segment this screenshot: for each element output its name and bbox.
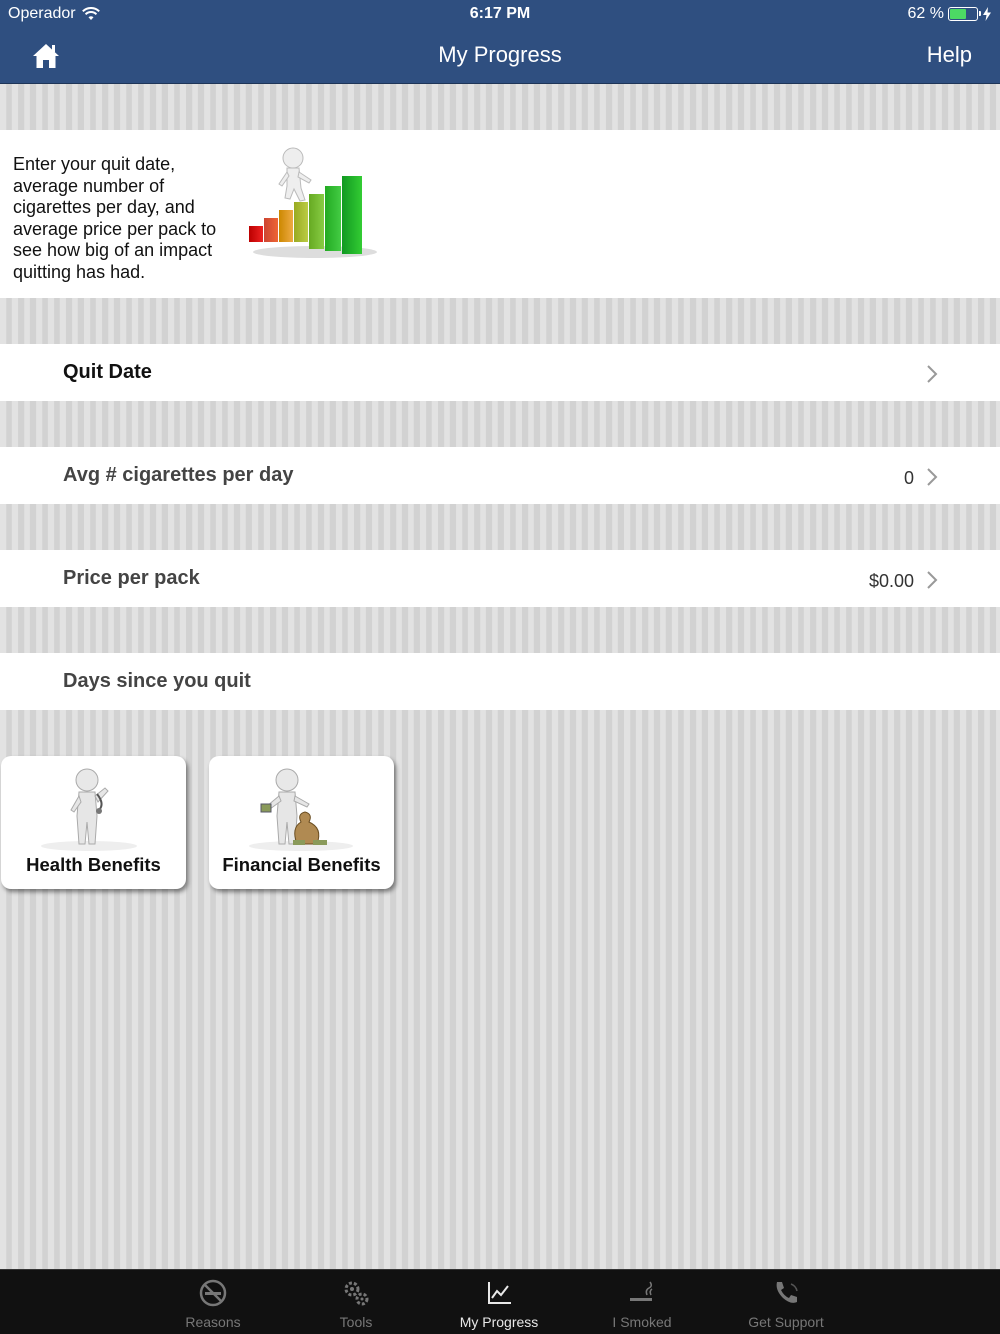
chart-icon <box>484 1278 514 1308</box>
financial-benefits-card[interactable] <box>209 756 394 889</box>
intro-text: Enter your quit date, average number of cigarettes per day, and average price per pack to see how big of an impact quitting has had. <box>13 154 217 282</box>
chevron-right-icon <box>926 364 938 384</box>
battery-info <box>908 5 992 23</box>
tab-tools-label: Tools <box>339 1314 373 1330</box>
battery-icon <box>948 7 978 21</box>
health-benefits-label: Health Benefits <box>26 854 161 875</box>
battery-percent: 62 % <box>907 5 944 22</box>
cigarette-icon <box>627 1278 657 1308</box>
cigarettes-per-day-label: Avg # cigarettes per day <box>63 464 294 486</box>
nav-bar <box>0 28 1000 84</box>
tab-tools[interactable] <box>286 1270 426 1334</box>
battery-fill <box>950 9 966 19</box>
tab-get-support-label: Get Support <box>748 1314 824 1330</box>
health-benefits-card[interactable] <box>1 756 186 889</box>
financial-benefits-label: Financial Benefits <box>222 854 381 875</box>
tab-bar <box>0 1269 1000 1334</box>
cigarettes-per-day-value: 0 <box>903 468 914 488</box>
tab-reasons-label: Reasons <box>185 1314 241 1330</box>
cigarettes-per-day-row[interactable] <box>0 447 1000 504</box>
help-button[interactable]: Help <box>926 42 972 67</box>
phone-icon <box>771 1278 801 1308</box>
tab-my-progress[interactable] <box>429 1270 569 1334</box>
quit-date-label: Quit Date <box>63 361 152 383</box>
chevron-right-icon <box>926 467 938 487</box>
tab-i-smoked[interactable] <box>572 1270 712 1334</box>
status-bar <box>0 0 1000 28</box>
price-per-pack-label: Price per pack <box>63 567 200 589</box>
tab-i-smoked-label: I Smoked <box>612 1314 672 1330</box>
days-since-quit-label: Days since you quit <box>63 670 251 692</box>
page-title: My Progress <box>438 42 562 67</box>
charging-icon <box>982 7 992 21</box>
progress-stairs-illustration <box>245 144 385 264</box>
price-per-pack-row[interactable] <box>0 550 1000 607</box>
chevron-right-icon <box>926 570 938 590</box>
money-figure-icon <box>209 766 394 852</box>
quit-date-row[interactable] <box>0 344 1000 401</box>
no-smoking-icon <box>198 1278 228 1308</box>
carrier-name: Operador <box>8 5 76 22</box>
tab-get-support[interactable] <box>716 1270 856 1334</box>
gears-icon <box>341 1278 371 1308</box>
tab-my-progress-label: My Progress <box>459 1314 539 1330</box>
price-per-pack-value: $0.00 <box>868 571 914 591</box>
health-figure-icon <box>1 766 186 852</box>
status-time: 6:17 PM <box>469 5 531 22</box>
days-since-quit-row <box>0 653 1000 710</box>
tab-reasons[interactable] <box>143 1270 283 1334</box>
intro-panel <box>0 130 1000 298</box>
